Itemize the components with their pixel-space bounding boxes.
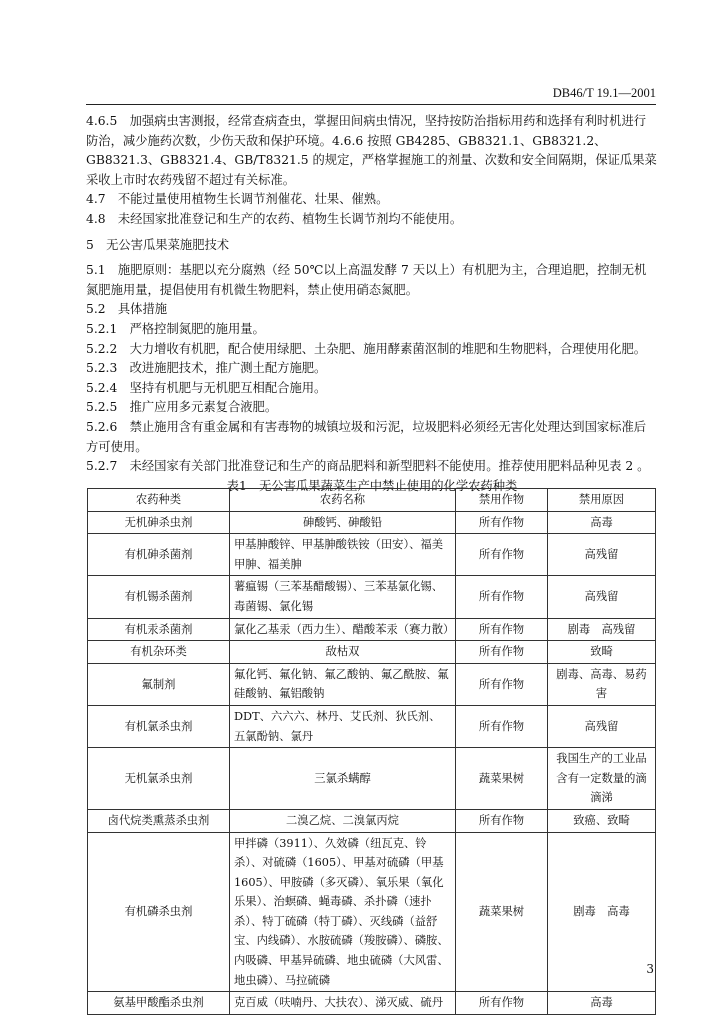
paragraph-5-2-6: 5.2.6 禁止施用含有重金属和有害毒物的城镇垃圾和污泥，垃圾肥料必须经无害化处理达到国家标准后方可使用。 (86, 419, 647, 454)
cell-name: 敌枯双 (230, 641, 456, 664)
cell-reason: 剧毒 高残留 (548, 618, 656, 641)
section-title-5: 5 无公害瓜果菜施肥技术 (86, 237, 230, 252)
cell-category: 无机砷杀虫剂 (88, 511, 230, 534)
cell-category: 氨基甲酸酯杀虫剂 (88, 992, 230, 1015)
cell-banned-crops: 所有作物 (456, 809, 548, 832)
table-row (88, 534, 656, 576)
paragraph-5-2-1: 5.2.1 严格控制氮肥的施用量。 (86, 321, 265, 336)
table-row (88, 576, 656, 618)
cell-name: 甲拌磷（3911）、久效磷（纽瓦克、铃杀）、对硫磷（1605）、甲基对硫磷（甲基1605）、甲胺磷（多灭磷）、氧乐果（氧化乐果）、治螟磷、蝇毒磷、杀扑磷（速扑杀）、特丁硫磷（特丁磷）、灭线磷（益舒宝、内线磷）、水胺硫磷（羧胺磷）、磷胺、内吸磷、甲基异硫磷、地虫硫磷（大风雷、地虫磷）、马拉硫磷 (230, 832, 456, 992)
cell-name: DDT、六六六、林丹、艾氏剂、狄氏剂、五氯酚钠、氯丹 (230, 705, 456, 747)
paragraph-5-2-3: 5.2.3 改进施肥技术，推广测土配方施肥。 (86, 361, 327, 376)
header-name: 农药名称 (230, 489, 456, 512)
paragraph-4-6-5: 4.6.5 加强病虫害测报，经常查病查虫，掌握田间病虫情况，坚持按防治指标用药和选择有利时机进行防治，减少施药次数，少伤天敌和保护环境。4.6.6 按照 GB4285、GB8321.1、GB8321.2、GB8321.3、GB8321.4、GB/T8321.5 的规定，严格掌握施工的剂量、次数和安全间隔期，保证瓜果菜采收上市时农药残留不超过有关标准。 (86, 114, 657, 187)
page-number: 3 (646, 962, 654, 976)
cell-category: 有机锡杀菌剂 (88, 576, 230, 618)
paragraph-4-8: 4.8 未经国家批准登记和生产的农药、植物生长调节剂均不能使用。 (86, 211, 463, 226)
cell-reason: 高残留 (548, 576, 656, 618)
cell-reason: 剧毒 高毒 (548, 832, 656, 992)
cell-banned-crops: 所有作物 (456, 992, 548, 1015)
cell-reason: 致畸 (548, 641, 656, 664)
cell-reason: 致癌、致畸 (548, 809, 656, 832)
cell-banned-crops: 所有作物 (456, 641, 548, 664)
table-row (88, 992, 656, 1015)
cell-reason: 我国生产的工业品含有一定数量的滴滴涕 (548, 748, 656, 810)
cell-category: 有机砷杀菌剂 (88, 534, 230, 576)
cell-category: 有机氯杀虫剂 (88, 705, 230, 747)
cell-banned-crops: 所有作物 (456, 705, 548, 747)
table-header-row (88, 489, 656, 512)
table-row (88, 832, 656, 992)
cell-category: 有机汞杀菌剂 (88, 618, 230, 641)
table-row (88, 809, 656, 832)
cell-name: 砷酸钙、砷酸铅 (230, 511, 456, 534)
cell-category: 有机杂环类 (88, 641, 230, 664)
table-title: 表1 无公害瓜果蔬菜生产中禁止使用的化学农药种类 (226, 478, 518, 493)
cell-banned-crops: 所有作物 (456, 618, 548, 641)
table-row (88, 705, 656, 747)
table-row (88, 641, 656, 664)
body-text (86, 112, 658, 495)
table-row (88, 748, 656, 810)
header-category: 农药种类 (88, 489, 230, 512)
cell-name: 二溴乙烷、二溴氯丙烷 (230, 809, 456, 832)
cell-reason: 高残留 (548, 705, 656, 747)
cell-name: 甲基胂酸锌、甲基胂酸铁铵（田安）、福美甲胂、福美胂 (230, 534, 456, 576)
cell-name: 氯化乙基汞（西力生）、醋酸苯汞（赛力散） (230, 618, 456, 641)
cell-banned-crops: 所有作物 (456, 576, 548, 618)
cell-reason: 高毒 (548, 992, 656, 1015)
paragraph-4-7: 4.7 不能过量使用植物生长调节剂催花、壮果、催熟。 (86, 192, 389, 207)
cell-reason: 高残留 (548, 534, 656, 576)
paragraph-5-2-7: 5.2.7 未经国家有关部门批准登记和生产的商品肥料和新型肥料不能使用。推荐使用肥料品种见表 2 。 (86, 459, 650, 474)
header-rule (86, 104, 656, 105)
paragraph-5-2: 5.2 具体措施 (86, 302, 168, 317)
pesticide-table (87, 488, 656, 1015)
table-row (88, 663, 656, 705)
header-reason: 禁用原因 (548, 489, 656, 512)
cell-category: 氟制剂 (88, 663, 230, 705)
table-row (88, 618, 656, 641)
cell-banned-crops: 所有作物 (456, 663, 548, 705)
cell-banned-crops: 所有作物 (456, 511, 548, 534)
cell-banned-crops: 所有作物 (456, 534, 548, 576)
cell-banned-crops: 蔬菜果树 (456, 832, 548, 992)
paragraph-5-2-2: 5.2.2 大力增收有机肥，配合使用绿肥、土杂肥、施用酵素菌沤制的堆肥和生物肥料，合理使用化肥。 (86, 341, 647, 356)
paragraph-5-2-5: 5.2.5 推广应用多元素复合液肥。 (86, 400, 278, 415)
paragraph-5-1: 5.1 施肥原则：基肥以充分腐熟（经 50℃以上高温发酵 7 天以上）有机肥为主，合理追肥，控制无机氮肥施用量，提倡使用有机微生物肥料，禁止使用硝态氮肥。 (86, 263, 647, 297)
table-row (88, 511, 656, 534)
cell-category: 无机氯杀虫剂 (88, 748, 230, 810)
cell-reason: 高毒 (548, 511, 656, 534)
cell-name: 氟化钙、氟化钠、氟乙酸钠、氟乙酰胺、氟硅酸钠、氟铝酸钠 (230, 663, 456, 705)
cell-name: 克百威（呋喃丹、大扶农）、涕灭威、硫丹 (230, 992, 456, 1015)
paragraph-5-2-4: 5.2.4 坚持有机肥与无机肥互相配合施用。 (86, 380, 327, 395)
standard-code: DB46/T 19.1—2001 (552, 86, 656, 100)
cell-category: 卤代烷类熏蒸杀虫剂 (88, 809, 230, 832)
header-banned-crops: 禁用作物 (456, 489, 548, 512)
cell-name: 薯瘟锡（三苯基醋酸锡）、三苯基氯化锡、毒菌锡、氯化锡 (230, 576, 456, 618)
cell-name: 三氯杀螨醇 (230, 748, 456, 810)
cell-banned-crops: 蔬菜果树 (456, 748, 548, 810)
cell-category: 有机磷杀虫剂 (88, 832, 230, 992)
cell-reason: 剧毒、高毒、易药害 (548, 663, 656, 705)
